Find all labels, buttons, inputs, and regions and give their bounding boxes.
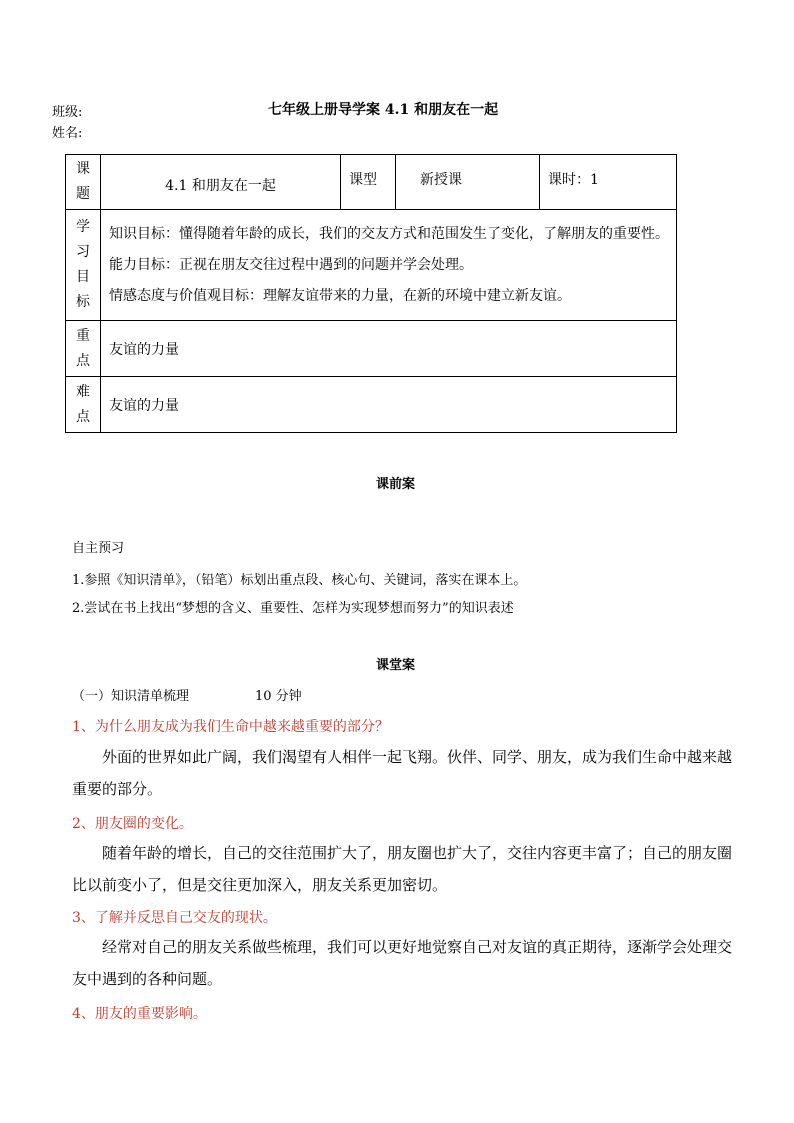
- lesson-info-table: [65, 154, 677, 433]
- difficulty-head-cell: [66, 377, 101, 433]
- answer-3: 经常对自己的朋友关系做些梳理，我们可以更好地觉察自己对友谊的真正期待，逐渐学会处理交友中遇到的各种问题。: [72, 938, 733, 988]
- key-point-row: [66, 321, 677, 377]
- question-4: 4、朋友的重要影响。: [72, 1006, 207, 1022]
- difficulty-head-char: 点: [76, 408, 90, 425]
- key-point-head-char: 点: [76, 352, 90, 369]
- goals-head-char: 习: [76, 244, 90, 260]
- difficulty-head-char: 难: [76, 383, 90, 400]
- preclass-heading: 课前案: [376, 477, 416, 492]
- page-title: 七年级上册导学案 4.1 和朋友在一起: [268, 102, 499, 118]
- answer-1: 外面的世界如此广阔，我们渴望有人相伴一起飞翔。伙伴、同学、朋友，成为我们生命中越来越重要的部分。: [72, 748, 733, 798]
- name-label: 姓名:: [52, 126, 83, 141]
- goals-head-char: 标: [76, 294, 90, 310]
- key-point-head-cell: [66, 321, 101, 377]
- goals-head-cell: [66, 210, 101, 321]
- preclass-item-1: 1.参照《知识清单》，（铅笔）标划出重点段、核心句、关键词，落实在课本上。: [72, 573, 527, 588]
- question-3: 3、了解并反思自己交友的现状。: [72, 910, 277, 926]
- topic-head-char: 课: [76, 161, 90, 177]
- goals-cell: [101, 210, 677, 321]
- key-point-head-char: 重: [76, 327, 90, 344]
- goal-emotion: 情感态度与价值观目标：理解友谊带来的力量，在新的环境中建立新友谊。: [109, 287, 571, 304]
- hours-value: 课时：1: [540, 155, 677, 210]
- key-point-value: 友谊的力量: [101, 321, 677, 377]
- topic-head-cell: [66, 155, 101, 210]
- preclass-sub: 自主预习: [72, 541, 125, 556]
- answer-2: 随着年龄的增长，自己的交往范围扩大了，朋友圈也扩大了，交往内容更丰富了；自己的朋友圈比以前变小了，但是交往更加深入，朋友关系更加密切。: [72, 844, 733, 894]
- part-time: 10 分钟: [255, 689, 302, 704]
- goals-head-char: 目: [76, 269, 90, 285]
- topic-row: [66, 155, 677, 210]
- part-title: （一）知识清单梳理: [72, 689, 190, 704]
- type-label: 课型: [341, 155, 396, 210]
- topic-head-char: 题: [76, 186, 90, 202]
- difficulty-row: [66, 377, 677, 433]
- preclass-item-2: 2.尝试在书上找出“梦想的含义、重要性、怎样为实现梦想而努力”的知识表述: [72, 601, 514, 616]
- goals-head-char: 学: [76, 219, 90, 235]
- difficulty-value: 友谊的力量: [101, 377, 677, 433]
- topic-value: 4.1 和朋友在一起: [101, 155, 341, 210]
- question-2: 2、朋友圈的变化。: [72, 816, 193, 832]
- class-label: 班级:: [52, 105, 83, 120]
- inclass-heading: 课堂案: [376, 658, 416, 673]
- goal-knowledge: 知识目标：懂得随着年龄的成长，我们的交友方式和范围发生了变化，了解朋友的重要性。: [109, 225, 669, 242]
- type-value: 新授课: [396, 155, 540, 210]
- goal-ability: 能力目标：正视在朋友交往过程中遇到的问题并学会处理。: [109, 256, 473, 273]
- goals-row: [66, 210, 677, 321]
- question-1: 1、为什么朋友成为我们生命中越来越重要的部分？: [72, 719, 389, 735]
